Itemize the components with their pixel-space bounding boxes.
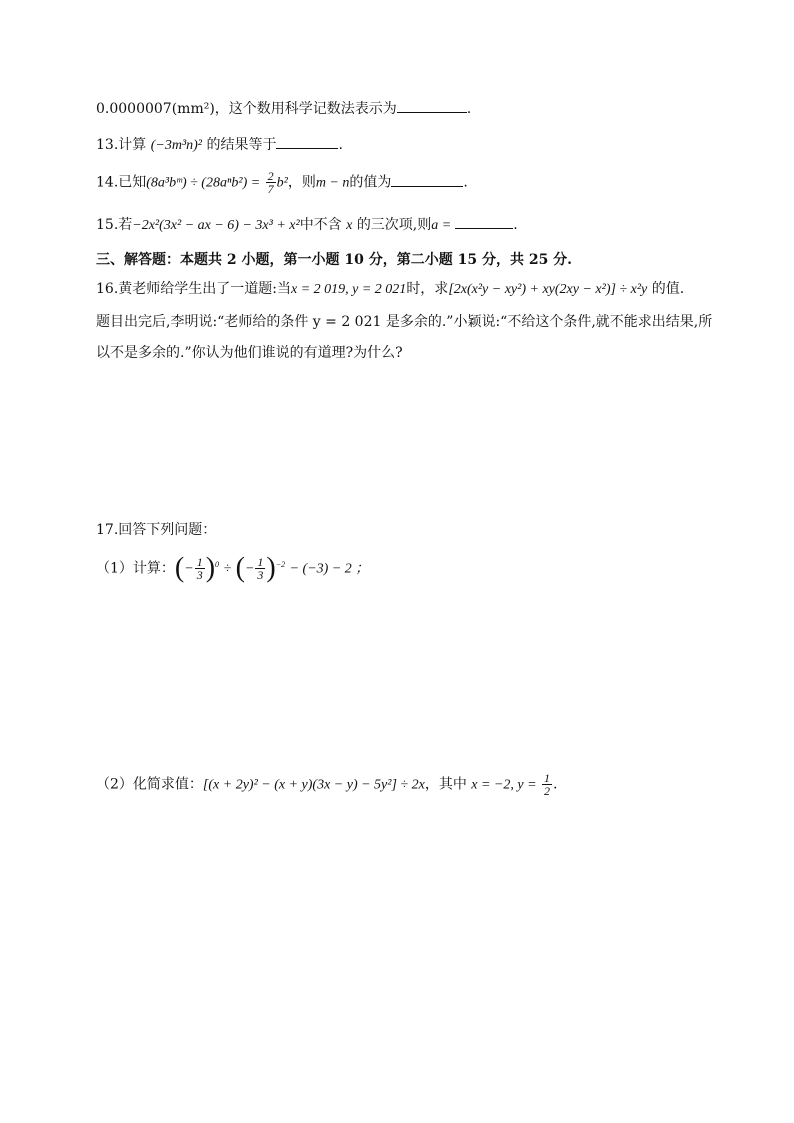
fraction: $\frac{1}{2}$ (544, 771, 551, 798)
answer-blank[interactable] (455, 214, 513, 229)
question-15: 15.若−2x²(3x² − ax − 6) − 3x³ + x²中不含 x 的三次项,则a = . (96, 214, 518, 236)
question-17-part-2: （2）化简求值：[(x + 2y)² − (x + y)(3x − y) − 5y²] ÷ 2x，其中 x = −2, y = $\frac{1}{2}$ . (96, 771, 558, 798)
answer-blank[interactable] (276, 134, 338, 149)
q16-expression: [2x(x²y − xy²) + xy(2xy − x²)] ÷ x²y (448, 282, 648, 297)
q12-tail: 0.0000007(mm²)，这个数用科学记数法表示为 . (96, 98, 471, 119)
question-16-line-1: 16.黄老师给学生出了一道题:当x = 2 019, y = 2 021时，求[2x(x²y − xy²) + xy(2xy − x²)] ÷ x²y 的值. (96, 281, 685, 297)
question-17-part-1: （1）计算：(− $\frac{1}{3}$ )$^0$ ÷ (− $\frac{1}{3}$ )$^{-2}$ − (−3) − 2 ； (96, 552, 370, 584)
fraction: $\frac{1}{3}$ (196, 555, 203, 583)
question-17-title: 17.回答下列问题： (96, 522, 217, 538)
q15-expression: −2x²(3x² − ax − 6) − 3x³ + x² (132, 218, 300, 233)
fraction: $\frac{1}{3}$ (257, 555, 264, 583)
q17-part2-expression: [(x + 2y)² − (x + y)(3x − y) − 5y²] ÷ 2x (202, 777, 425, 793)
question-16-line-3: 以不是多余的.”你认为他们谁说的有道理?为什么? (96, 345, 403, 361)
question-13: 13.计算 (−3m³n)² 的结果等于 . (96, 134, 343, 156)
q12-text: 0.0000007(mm²)，这个数用科学记数法表示为 (96, 101, 397, 117)
question-14: 14.已知(8a³bᵐ) ÷ (28aⁿb²) = $\frac{2}{7}$ b²，则m − n的值为 . (96, 169, 468, 196)
answer-blank[interactable] (397, 98, 467, 113)
q14-expression: (8a³bᵐ) ÷ (28aⁿb²) = (146, 175, 261, 191)
fraction: $\frac{2}{7}$ (267, 169, 274, 196)
section-heading: 三、解答题：本题共 2 小题，第一小题 10 分，第二小题 15 分，共 25 分. (96, 252, 573, 268)
answer-blank[interactable] (391, 172, 463, 187)
q13-expression: (−3m³n)² (150, 138, 202, 153)
question-16-line-2: 题目出完后,李明说:“老师给的条件 y = 2 021 是多余的.”小颖说:“不给这个条件,就不能求出结果,所 (96, 314, 713, 330)
